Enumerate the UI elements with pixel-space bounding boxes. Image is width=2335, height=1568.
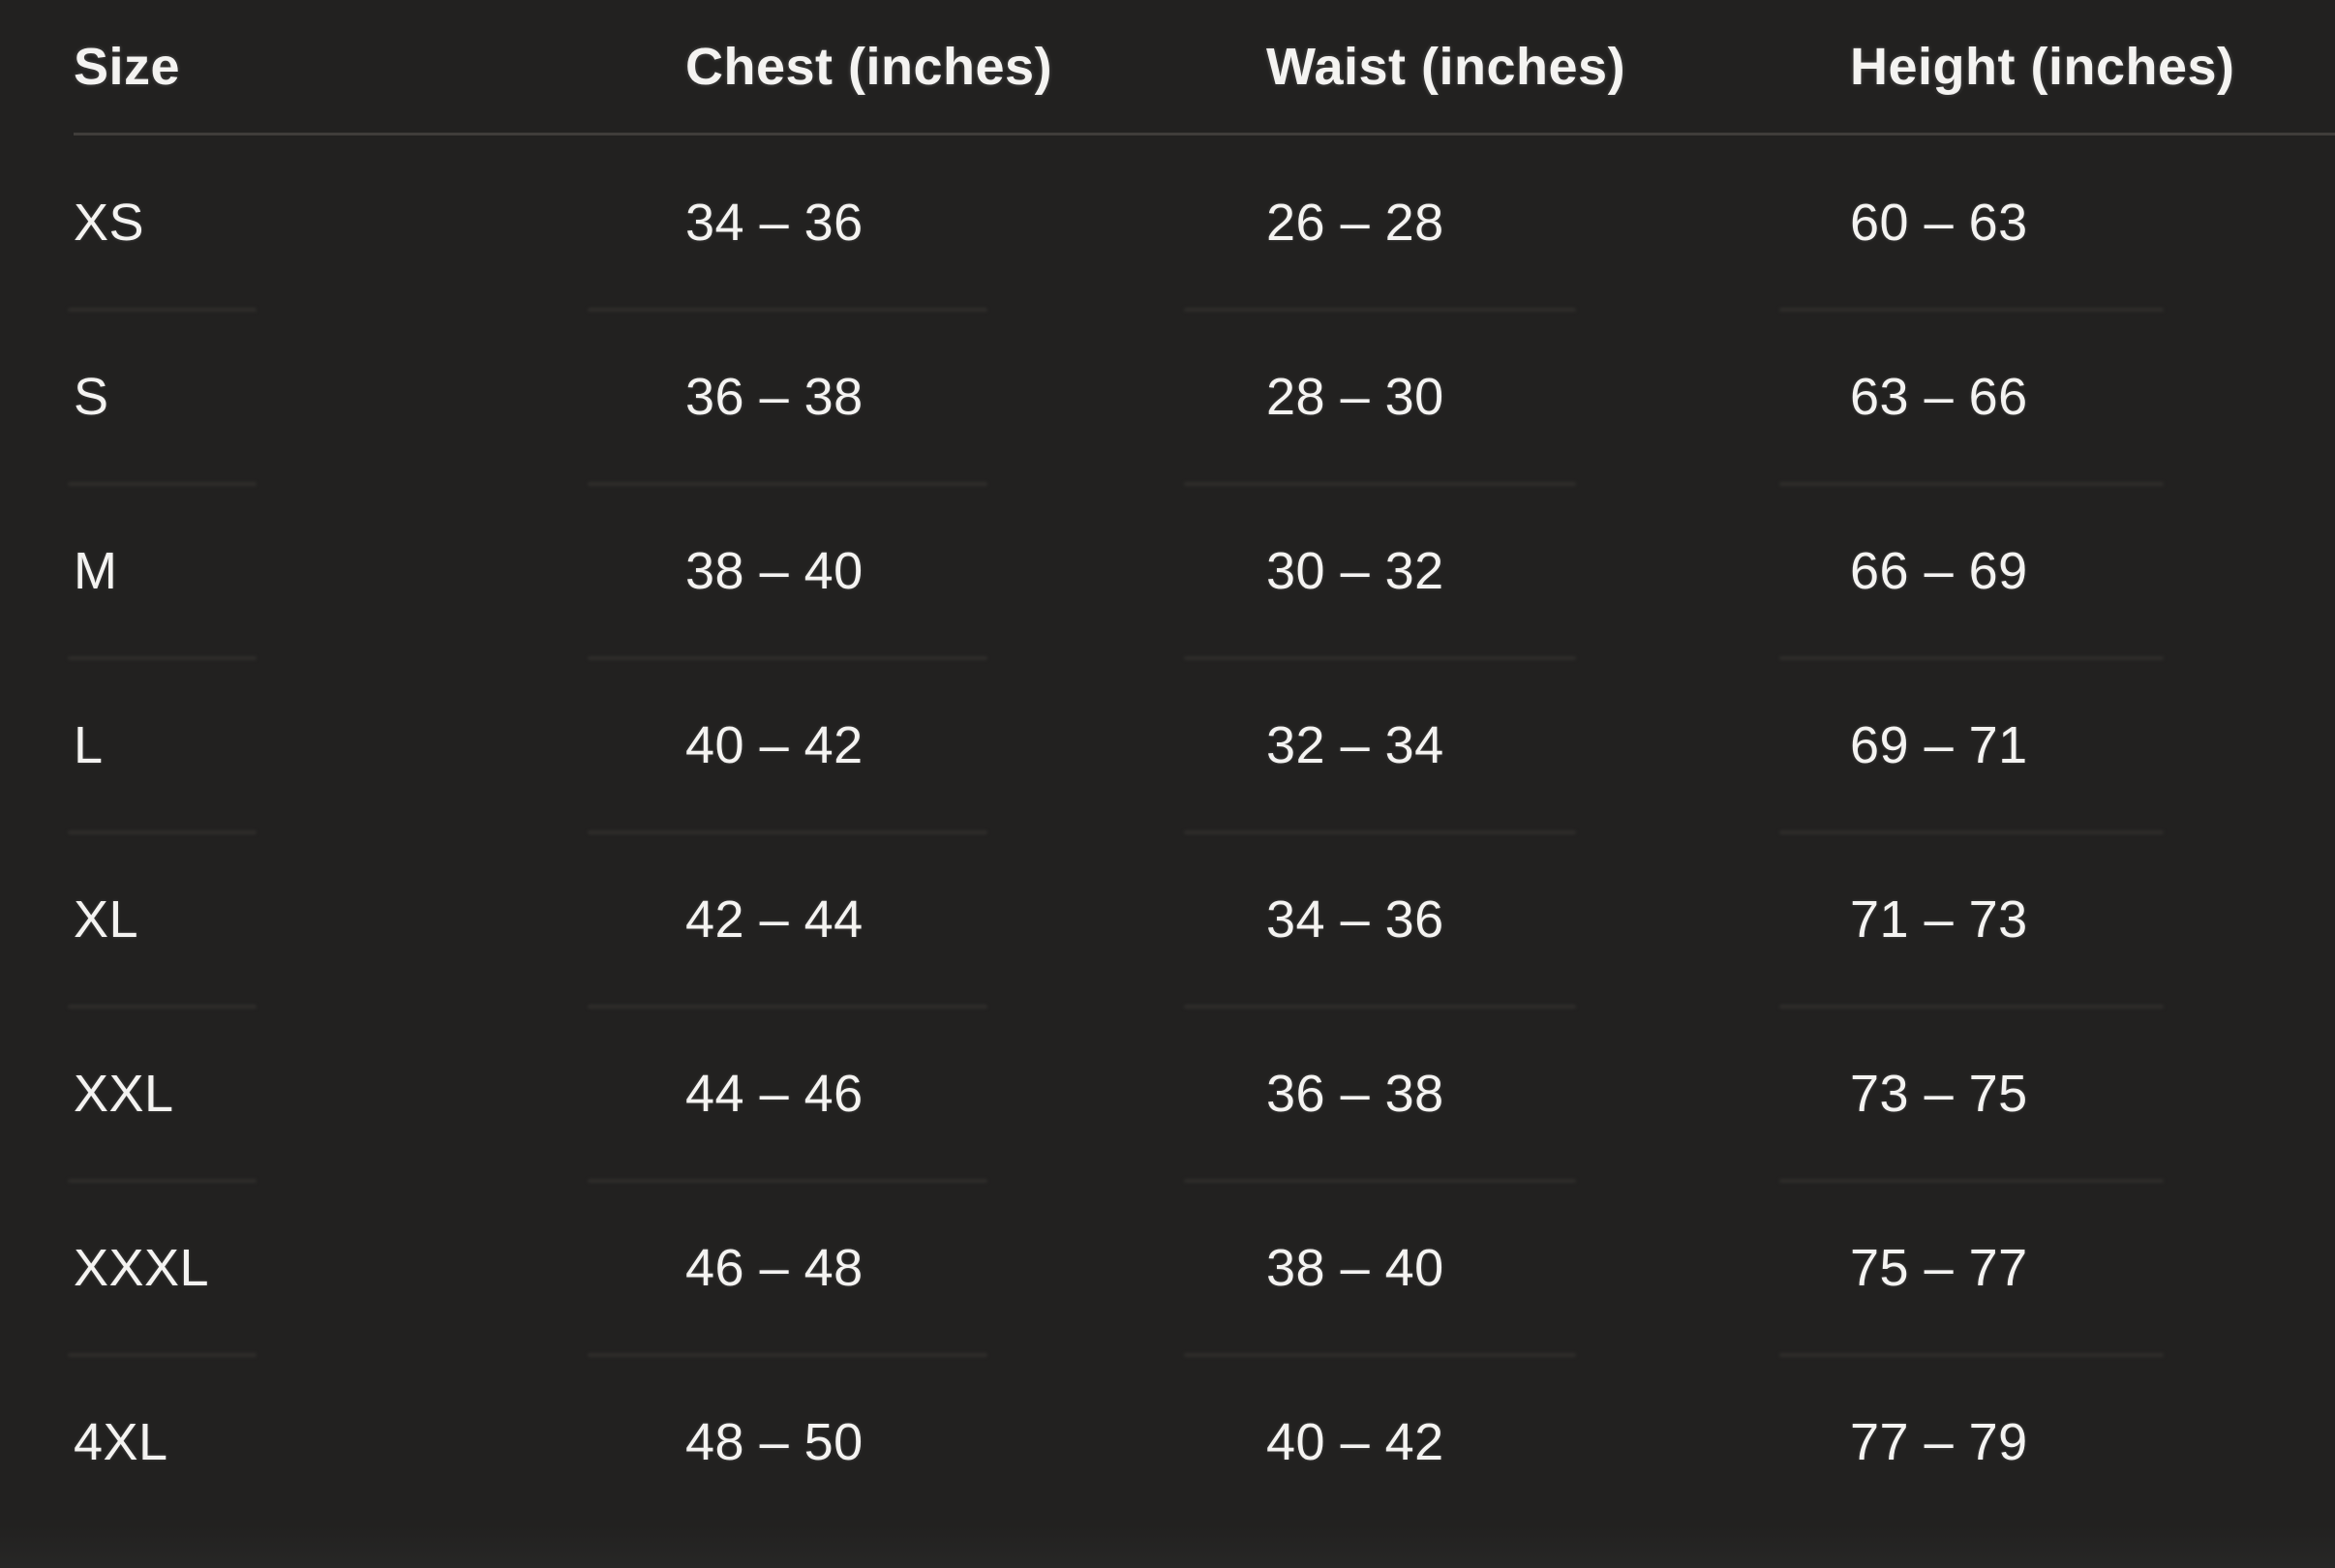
cell-chest: 40 – 42 xyxy=(685,658,1266,832)
cell-height: 60 – 63 xyxy=(1850,136,2335,310)
column-header-height: Height (inches) xyxy=(1850,37,2235,96)
cell-height: 75 – 77 xyxy=(1850,1181,2335,1355)
cell-waist: 36 – 38 xyxy=(1266,1007,1850,1181)
cell-chest: 44 – 46 xyxy=(685,1007,1266,1181)
table-header-row xyxy=(74,0,2335,136)
cell-size: XL xyxy=(74,832,685,1007)
table-row xyxy=(74,310,2335,484)
cell-size: XS xyxy=(74,136,685,310)
cell-waist: 28 – 30 xyxy=(1266,310,1850,484)
cell-chest: 48 – 50 xyxy=(685,1413,864,1471)
cell-size: M xyxy=(74,484,685,658)
cell-waist: 40 – 42 xyxy=(1266,1413,1444,1471)
cell-waist: 34 – 36 xyxy=(1266,832,1850,1007)
cell-chest: 38 – 40 xyxy=(685,484,1266,658)
table-row xyxy=(74,832,2335,1007)
cell-size: XXXL xyxy=(74,1181,685,1355)
table-row xyxy=(74,484,2335,658)
table-row xyxy=(74,1181,2335,1355)
cell-height: 63 – 66 xyxy=(1850,310,2335,484)
column-header-waist: Waist (inches) xyxy=(1266,37,1626,96)
cell-size: L xyxy=(74,658,685,832)
cell-height: 77 – 79 xyxy=(1850,1413,2028,1471)
table-row xyxy=(74,658,2335,832)
cell-chest: 36 – 38 xyxy=(685,310,1266,484)
cell-chest: 46 – 48 xyxy=(685,1181,1266,1355)
column-header-chest: Chest (inches) xyxy=(685,37,1053,96)
cell-waist: 30 – 32 xyxy=(1266,484,1850,658)
table-row xyxy=(74,1355,2335,1529)
cell-waist: 26 – 28 xyxy=(1266,136,1850,310)
cell-chest: 34 – 36 xyxy=(685,136,1266,310)
cell-height: 66 – 69 xyxy=(1850,484,2335,658)
cell-height: 69 – 71 xyxy=(1850,658,2335,832)
cell-size: S xyxy=(74,310,685,484)
cell-size: XXL xyxy=(74,1007,685,1181)
cell-height: 73 – 75 xyxy=(1850,1007,2335,1181)
cell-size: 4XL xyxy=(74,1413,168,1471)
column-header-size: Size xyxy=(74,37,181,96)
cell-chest: 42 – 44 xyxy=(685,832,1266,1007)
cell-waist: 38 – 40 xyxy=(1266,1181,1850,1355)
table-row xyxy=(74,136,2335,310)
cell-height: 71 – 73 xyxy=(1850,832,2335,1007)
cell-waist: 32 – 34 xyxy=(1266,658,1850,832)
table-row xyxy=(74,1007,2335,1181)
